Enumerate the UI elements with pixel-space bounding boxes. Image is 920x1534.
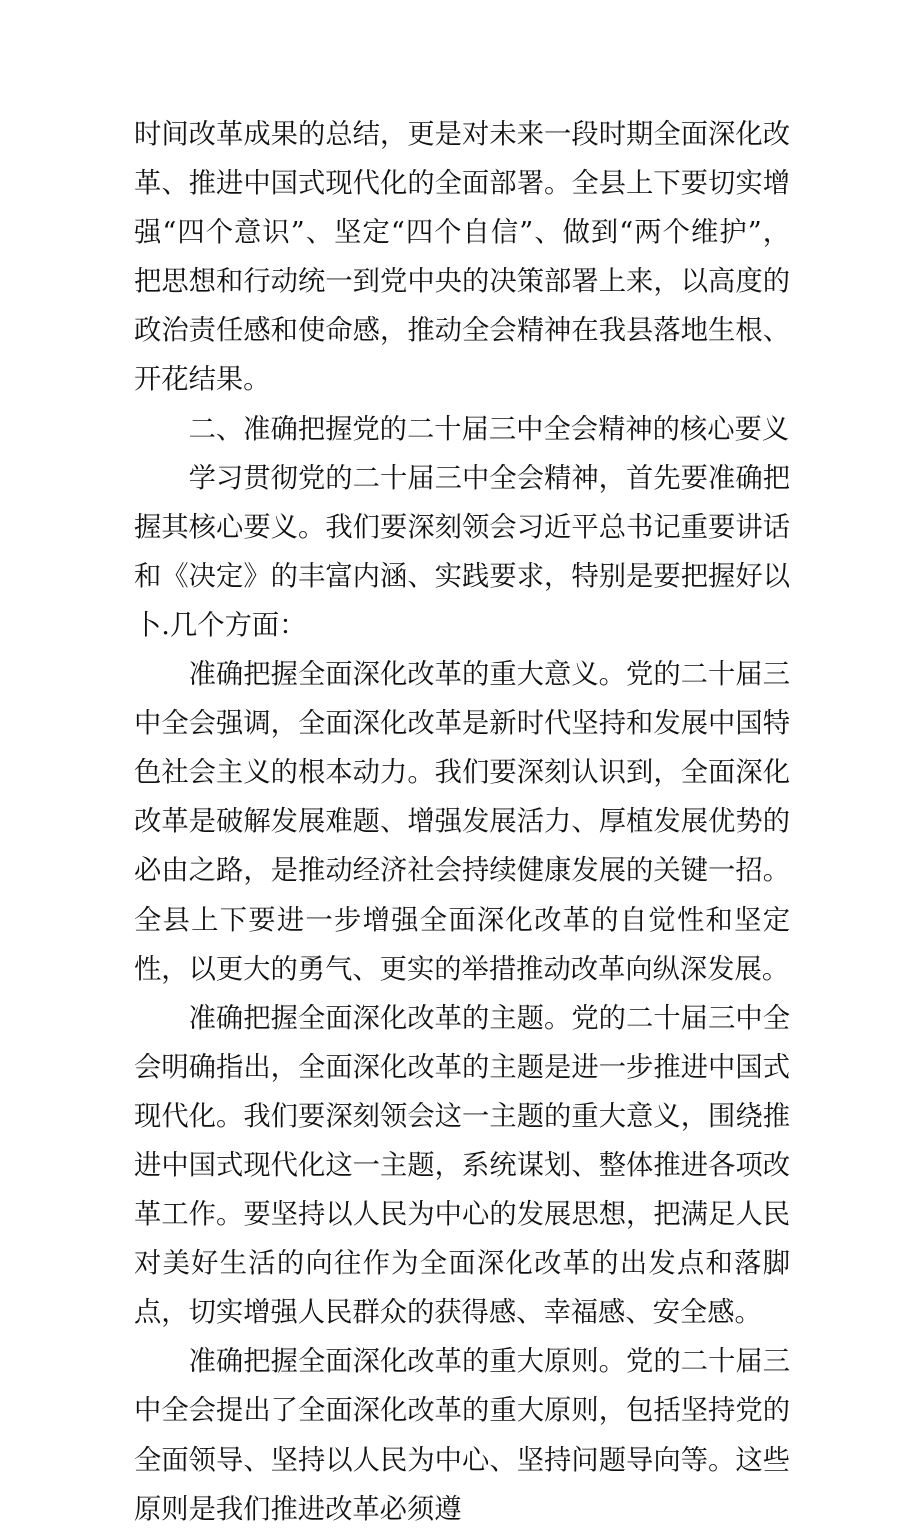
section-heading: 二、准确把握党的二十届三中全会精神的核心要义 <box>188 413 790 445</box>
paragraph-significance: 准确把握全面深化改革的重大意义。党的二十届三中全会强调，全面深化改革是新时代坚持和发展中国特色社会主义的根本动力。我们要深刻认识到，全面深化改革是破解发展难题、增强发展活力、厚植发展优势的必由之路，是推动经济社会持续健康发展的关键一招。全县上下要进一步增强全面深化改革的自觉性和坚定性，以更大的勇气、更实的举措推动改革向纵深发展。 <box>134 659 790 985</box>
paragraph-theme: 准确把握全面深化改革的主题。党的二十届三中全会明确指出，全面深化改革的主题是进一步推进中国式现代化。我们要深刻领会这一主题的重大意义，围绕推进中国式现代化这一主题，系统谋划、整体推进各项改革工作。要坚持以人民为中心的发展思想，把满足人民对美好生活的向往作为全面深化改革的出发点和落脚点，切实增强人民群众的获得感、幸福感、安全感。 <box>134 1002 790 1329</box>
document-body <box>134 110 790 1534</box>
paragraph-continuation: 时间改革成果的总结，更是对未来一段时期全面深化改革、推进中国式现代化的全面部署。全县上下要切实增强“四个意识”、坚定“四个自信”、做到“两个维护”，把思想和行动统一到党中央的决策部署上来，以高度的政治责任感和使命感，推动全会精神在我县落地生根、开花结果。 <box>134 119 790 396</box>
paragraph-intro: 学习贯彻党的二十届三中全会精神，首先要准确把握其核心要义。我们要深刻领会习近平总书记重要讲话和《决定》的丰富内涵、实践要求，特别是要把握好以卜.几个方面： <box>134 462 790 641</box>
paragraph-principles: 准确把握全面深化改革的重大原则。党的二十届三中全会提出了全面深化改革的重大原则，包括坚持党的全面领导、坚持以人民为中心、坚持问题导向等。这些原则是我们推进改革必须遵 <box>134 1346 790 1525</box>
